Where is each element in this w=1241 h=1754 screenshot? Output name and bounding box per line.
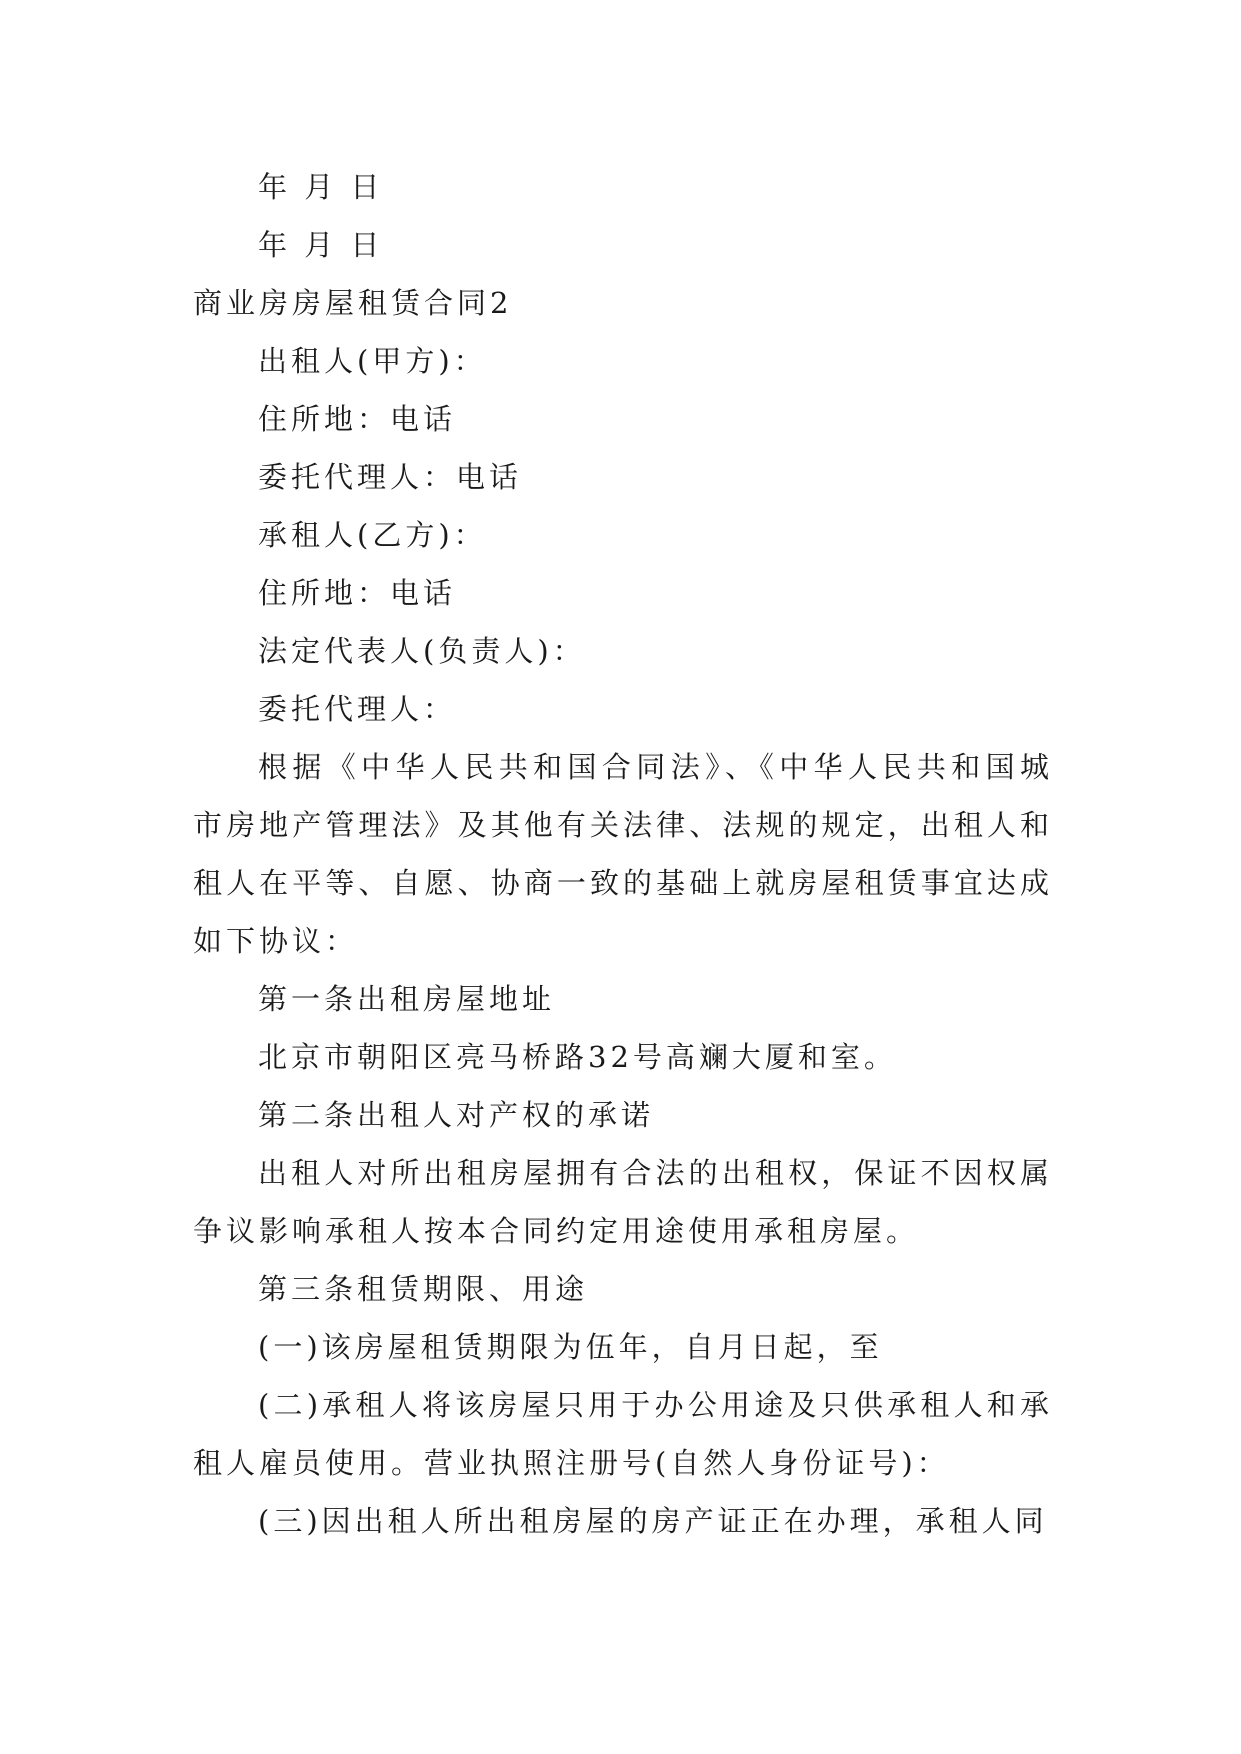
lessor-agent-line: 委托代理人：电话 [258, 460, 523, 494]
preamble-paragraph: 根据《中华人民共和国合同法》、《中华人民共和国城市房地产管理法》及其他有关法律、法规的规定，出租人和租人在平等、自愿、协商一致的基础上就房屋租赁事宜达成如下协议： [193, 750, 1053, 958]
article-3-item-3: (三)因出租人所出租房屋的房产证正在办理，承租人同 [258, 1504, 1048, 1538]
lessee-label: 承租人(乙方)： [258, 518, 487, 552]
article-1-address: 北京市朝阳区亮马桥路32号高斓大厦和室。 [258, 1040, 897, 1074]
lessee-address-line: 住所地：电话 [258, 576, 457, 610]
article-2-paragraph: 出租人对所出租房屋拥有合法的出租权，保证不因权属争议影响承租人按本合同约定用途使用承租房屋。 [193, 1156, 1053, 1248]
lessee-agent-line: 委托代理人： [258, 692, 457, 726]
article-3-item-1: (一)该房屋租赁期限为伍年，自月日起，至 [258, 1330, 883, 1364]
lessor-label: 出租人(甲方)： [258, 344, 487, 378]
document-body [193, 158, 1053, 1550]
document-title: 商业房房屋租赁合同2 [193, 286, 513, 320]
article-2-heading: 第二条出租人对产权的承诺 [258, 1098, 655, 1132]
date-line-2: 年 月 日 [258, 228, 384, 262]
article-1-heading: 第一条出租房屋地址 [258, 982, 556, 1016]
date-line-1: 年 月 日 [258, 170, 384, 204]
article-3-heading: 第三条租赁期限、用途 [258, 1272, 589, 1306]
lessor-address-line: 住所地：电话 [258, 402, 457, 436]
article-3-item-2: (二)承租人将该房屋只用于办公用途及只供承租人和承租人雇员使用。营业执照注册号(自然人身份证号)： [193, 1388, 1053, 1480]
legal-representative-line: 法定代表人(负责人)： [258, 634, 586, 668]
